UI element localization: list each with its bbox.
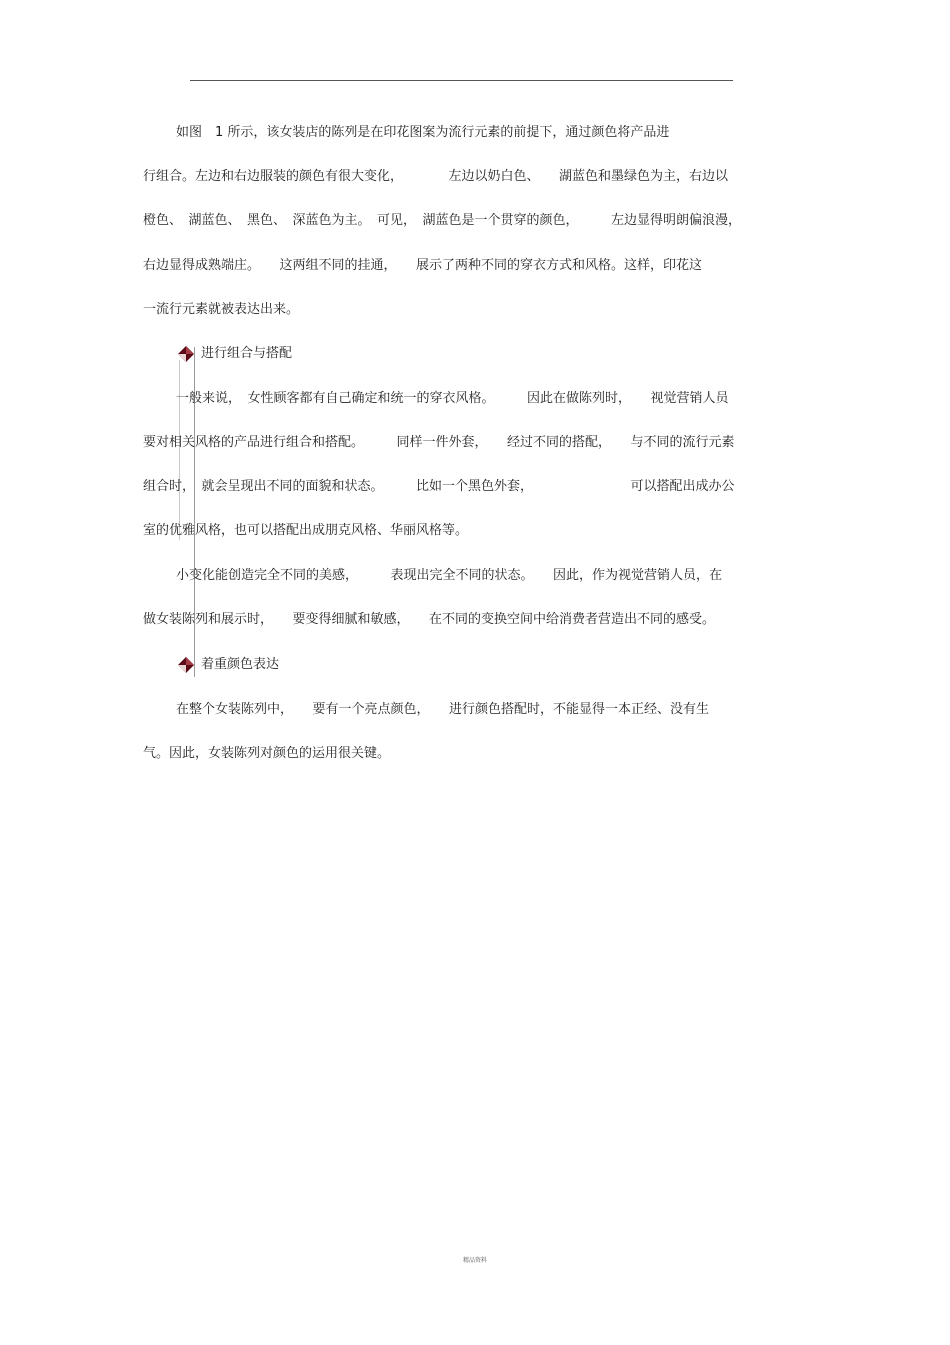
header-rule (190, 80, 733, 81)
paragraph-2-line-4: 室的优雅风格，也可以搭配出成朋克风格、华丽风格等。 (143, 523, 469, 538)
section-heading-color (177, 656, 279, 674)
diamond-bullet-icon (177, 345, 195, 363)
paragraph-1-line-3: 橙色、 湖蓝色、 黑色、 深蓝色为主。 可见， 湖蓝色是一个贯穿的颜色， 左边显得明朗偏浪漫， (143, 213, 742, 228)
paragraph-2-line-3: 组合时， 就会呈现出不同的面貌和状态。 比如一个黑色外套， 可以搭配出成办公 (143, 479, 735, 494)
paragraph-2-line-2: 要对相关风格的产品进行组合和搭配。 同样一件外套， 经过不同的搭配， 与不同的流行元素 (143, 435, 735, 450)
section-heading-label: 进行组合与搭配 (201, 346, 293, 361)
paragraph-3-line-2: 做女装陈列和展示时， 要变得细腻和敏感， 在不同的变换空间中给消费者营造出不同的感受。 (143, 612, 716, 627)
section-heading-combination (177, 345, 292, 363)
page-footer: 精品资料 (462, 1257, 487, 1264)
paragraph-3-line-1: 小变化能创造完全不同的美感， 表现出完全不同的状态。 因此，作为视觉营销人员，在 (176, 568, 723, 583)
paragraph-1-line-1: 如图 1 所示，该女装店的陈列是在印花图案为流行元素的前提下，通过颜色将产品进 (176, 125, 670, 140)
paragraph-4-line-1: 在整个女装陈列中， 要有一个亮点颜色， 进行颜色搭配时，不能显得一本正经、没有生 (176, 702, 710, 717)
paragraph-1-line-4: 右边显得成熟端庄。 这两组不同的挂通， 展示了两种不同的穿衣方式和风格。这样，印花这 (143, 258, 703, 273)
paragraph-1-line-2: 行组合。左边和右边服装的颜色有很大变化， 左边以奶白色、 湖蓝色和墨绿色为主，右边以 (143, 169, 729, 184)
section-heading-label: 着重颜色表达 (201, 657, 280, 672)
paragraph-1-line-5: 一流行元素就被表达出来。 (143, 302, 300, 317)
paragraph-2-line-1: 一般来说， 女性顾客都有自己确定和统一的穿衣风格。 因此在做陈列时， 视觉营销人员 (176, 391, 729, 406)
diamond-bullet-icon (177, 656, 195, 674)
paragraph-4-line-2: 气。因此，女装陈列对颜色的运用很关键。 (143, 746, 391, 761)
